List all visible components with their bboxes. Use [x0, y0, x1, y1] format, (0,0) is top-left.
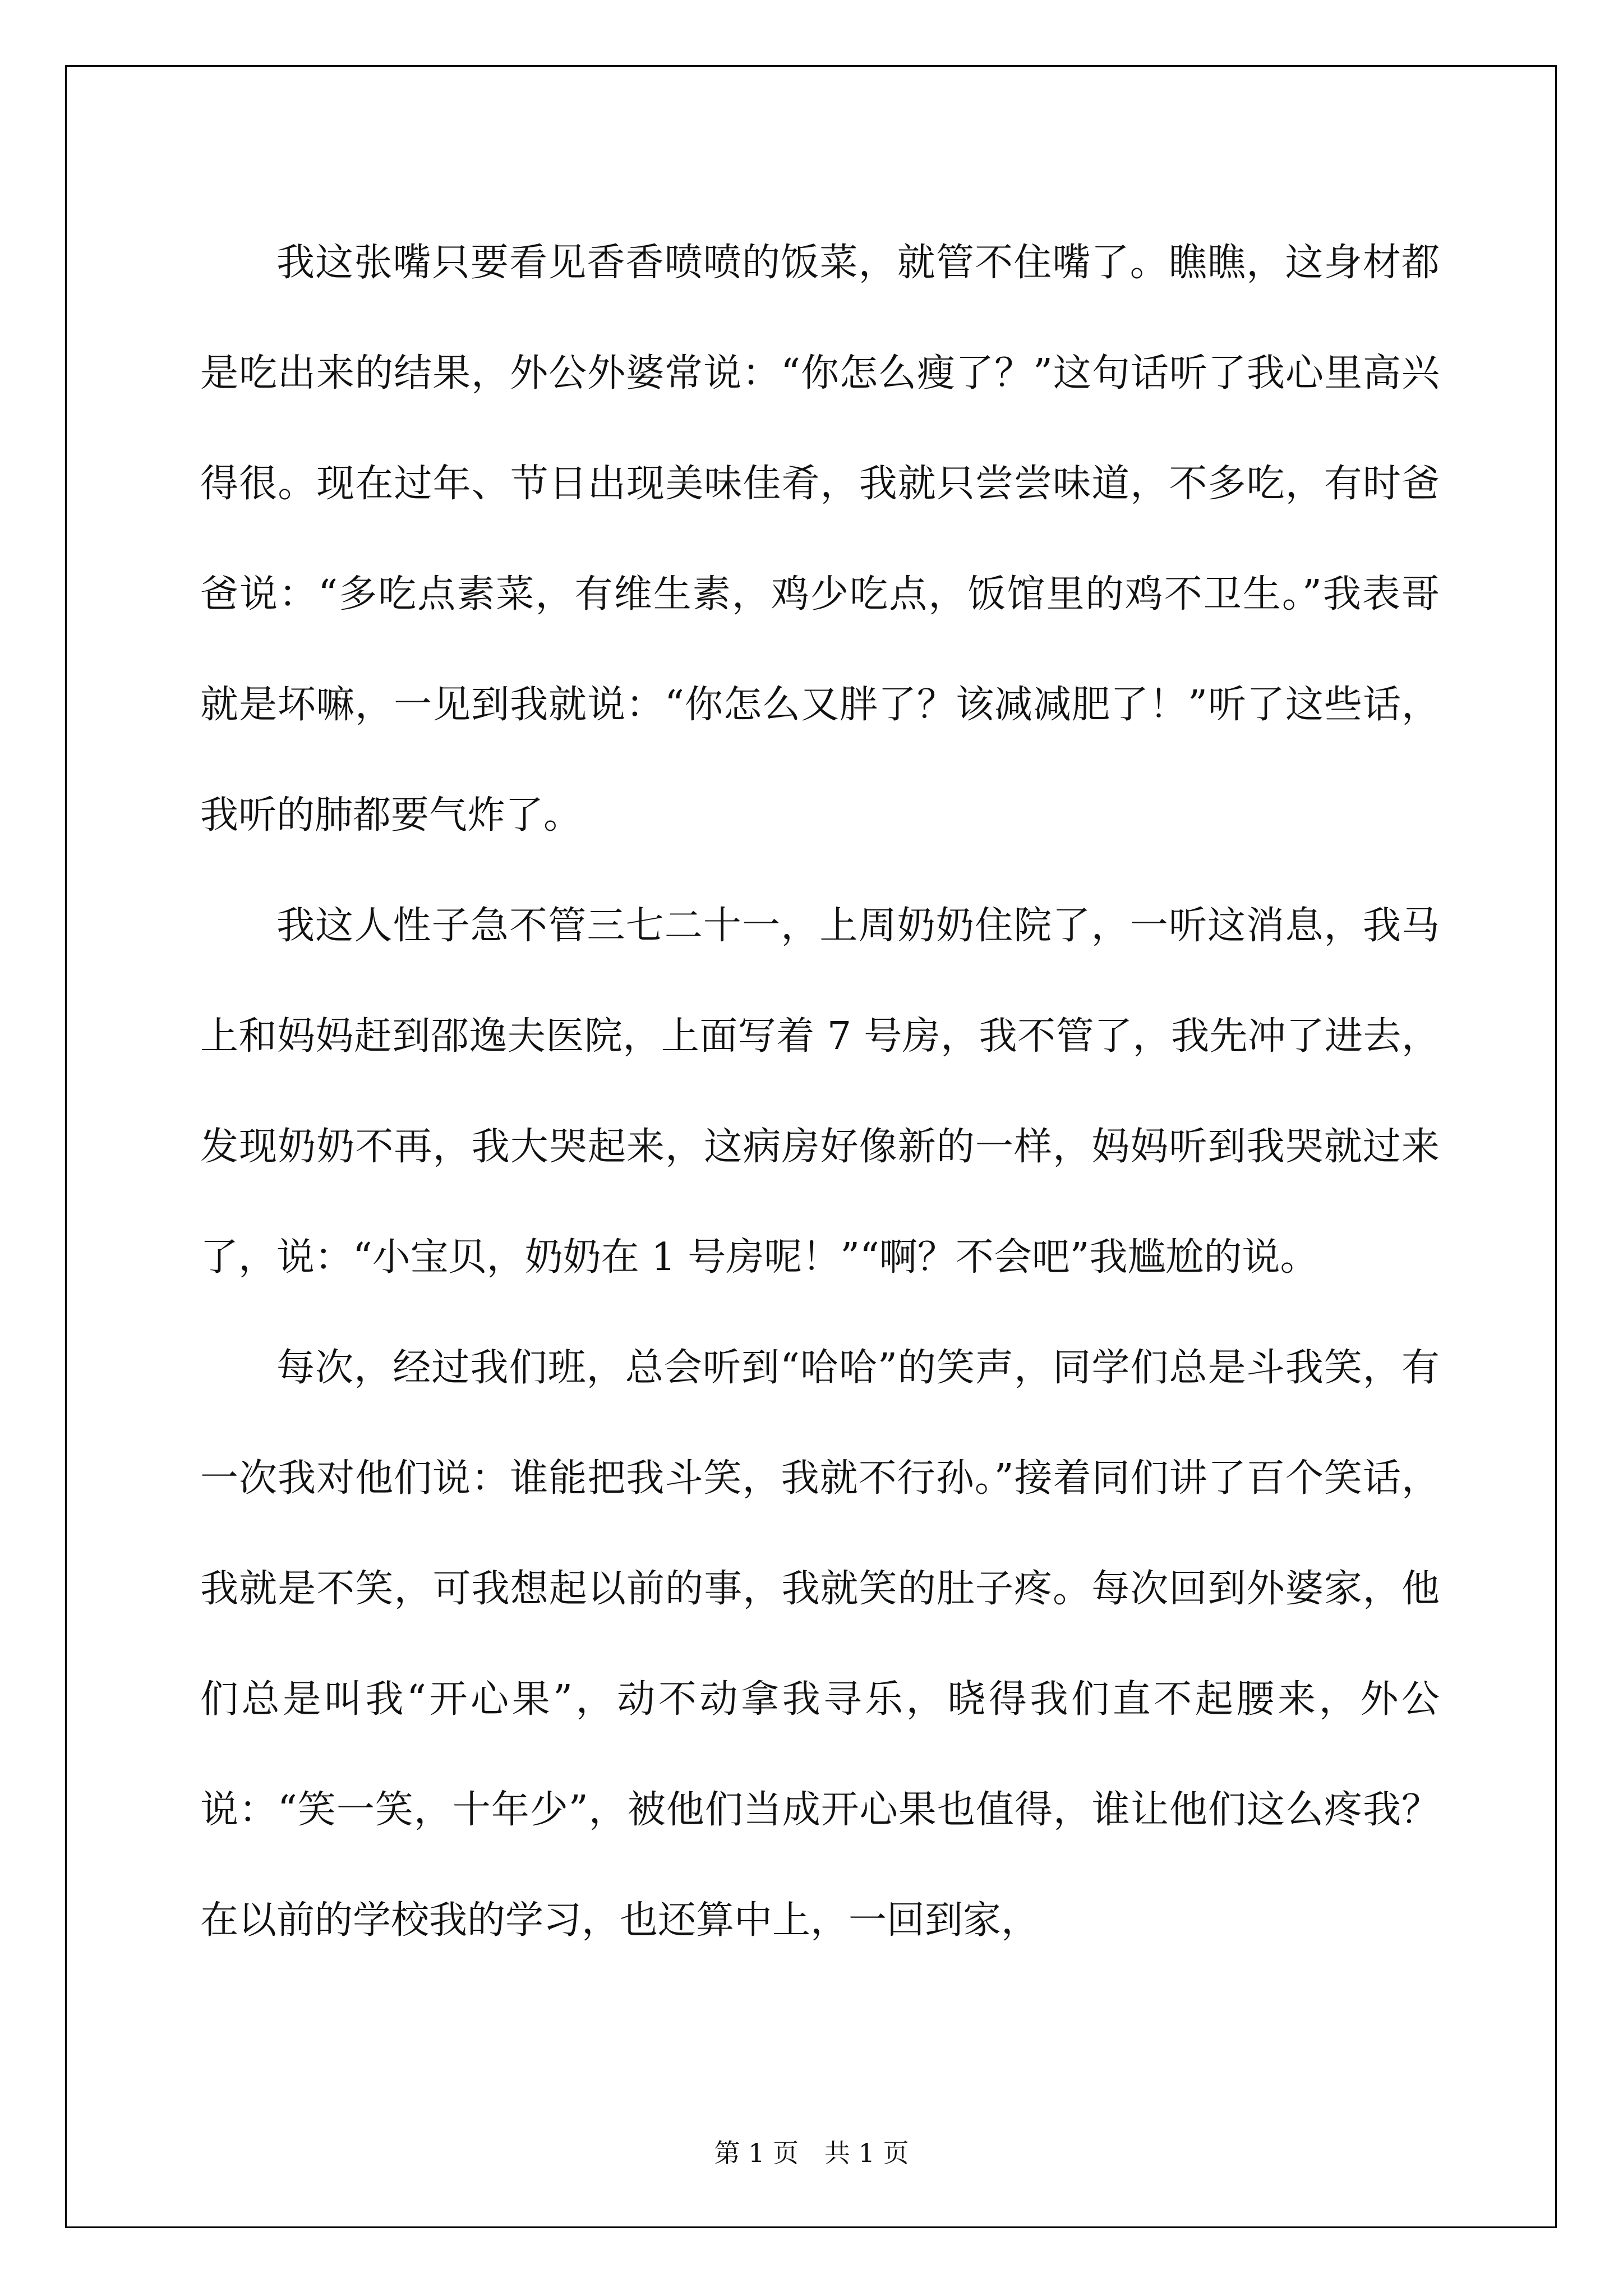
document-body — [200, 208, 1440, 1976]
paragraph-2: 我这人性子急不管三七二十一，上周奶奶住院了，一听这消息，我马上和妈妈赶到邵逸夫医院，上面写着 7 号房，我不管了，我先冲了进去，发现奶奶不再，我大哭起来，这病房好像新的一样，妈妈听到我哭就过来了，说：“小宝贝，奶奶在 1 号房呢！”“啊？不会吧”我尴尬的说。 — [200, 904, 1440, 1280]
page-number: 第 1 页 共 1 页 — [714, 2138, 909, 2168]
paragraph-1: 我这张嘴只要看见香香喷喷的饭菜，就管不住嘴了。瞧瞧，这身材都是吃出来的结果，外公外婆常说：“你怎么瘦了？”这句话听了我心里高兴得很。现在过年、节日出现美味佳肴，我就只尝尝味道，不多吃，有时爸爸说：“多吃点素菜，有维生素，鸡少吃点，饭馆里的鸡不卫生。”我表哥就是坏嘛，一见到我就说：“你怎么又胖了？该减减肥了！”听了这些话，我听的肺都要气炸了。 — [200, 241, 1440, 838]
paragraph-3: 每次，经过我们班，总会听到“哈哈”的笑声，同学们总是斗我笑，有一次我对他们说：谁能把我斗笑，我就不行孙。”接着同们讲了百个笑话，我就是不笑，可我想起以前的事，我就笑的肚子疼。每次回到外婆家，他们总是叫我“开心果”，动不动拿我寻乐，晓得我们直不起腰来，外公说：“笑一笑，十年少”，被他们当成开心果也值得，谁让他们这么疼我？在以前的学校我的学习，也还算中上，一回到家， — [200, 1346, 1440, 1943]
page-footer — [0, 2137, 1623, 2169]
